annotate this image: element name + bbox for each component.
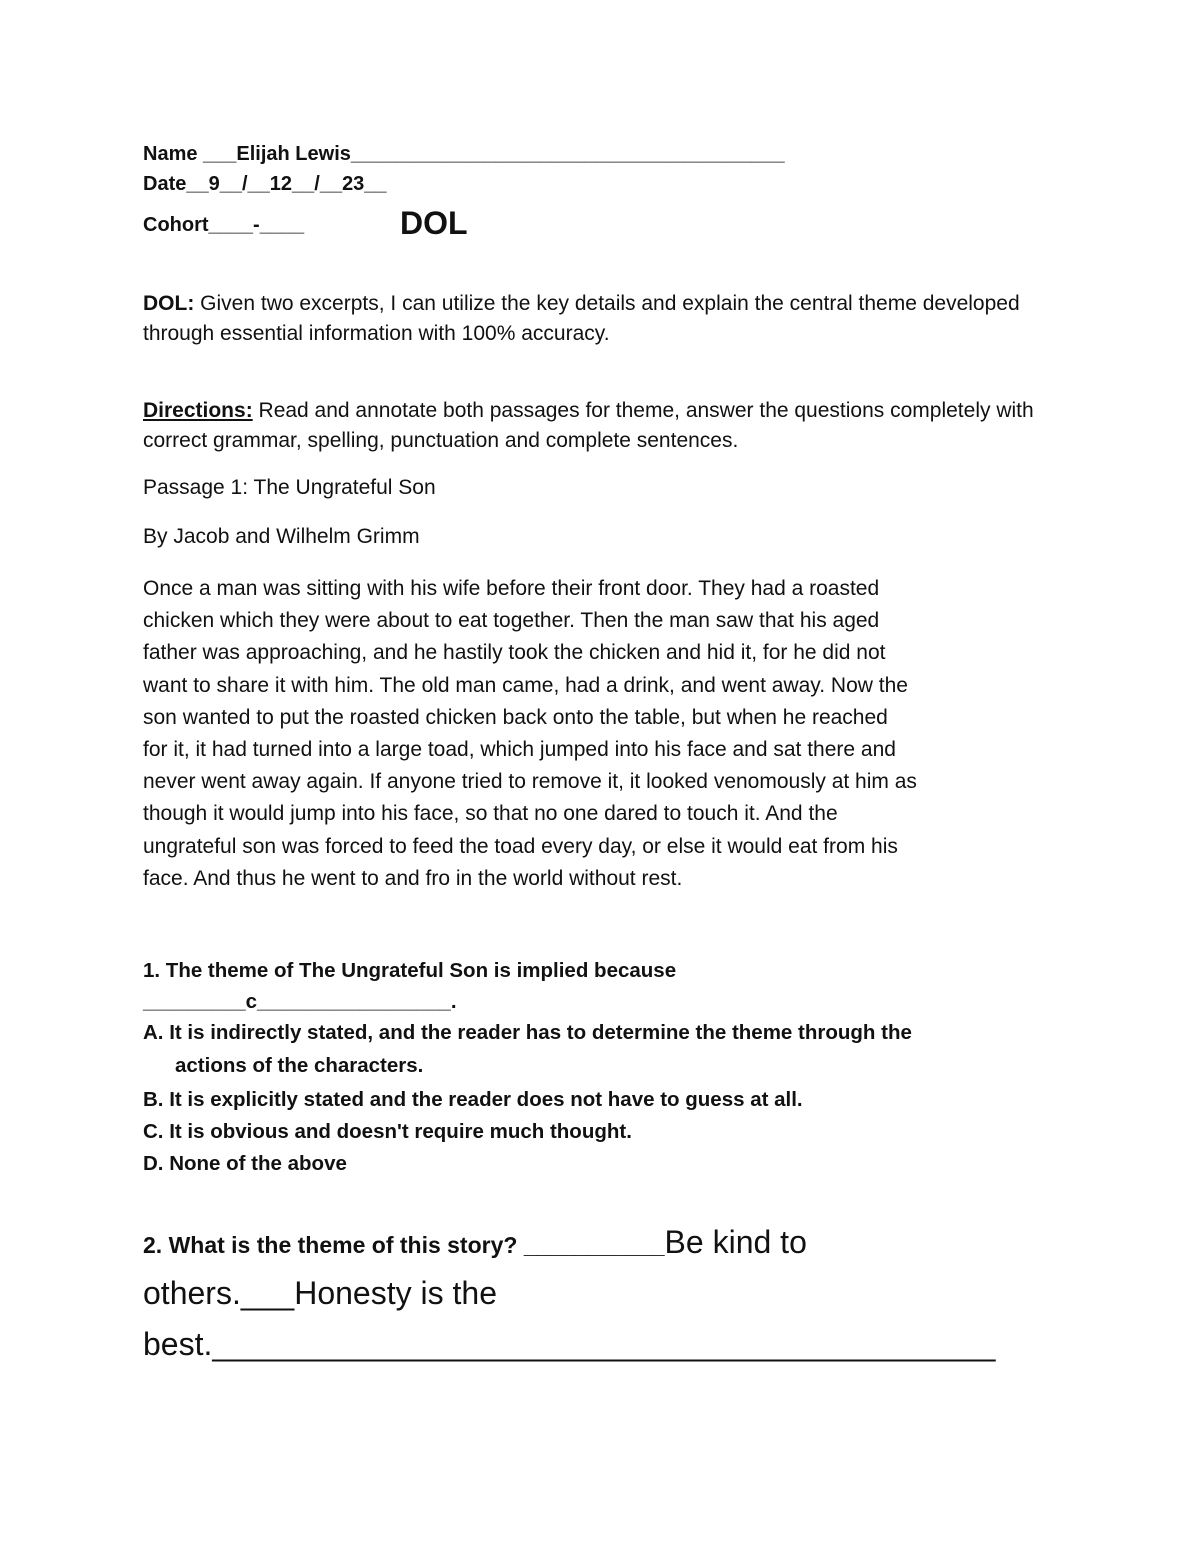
passage-line: ungrateful son was forced to feed the toad every day, or else it would eat from his (143, 834, 898, 858)
cohort-line: Cohort____-____ (143, 214, 305, 236)
directions (143, 396, 1073, 456)
name-line: Name ___Elijah Lewis_______________________________________ (143, 143, 785, 165)
question1-option-d: D. None of the above (143, 1152, 347, 1175)
passage-line: chicken which they were about to eat together. Then the man saw that his aged (143, 609, 880, 633)
question1-option-c: C. It is obvious and doesn't require much thought. (143, 1120, 632, 1143)
question2-prompt: 2. What is the theme of this story? ___________ (143, 1232, 665, 1258)
question1-option-a-cont: actions of the characters. (175, 1054, 424, 1077)
dol-label: DOL: (143, 292, 195, 315)
dol-text: Given two excerpts, I can utilize the key details and explain the central theme developed through essential information with 100% accuracy. (143, 292, 1020, 345)
passage-line: Once a man was sitting with his wife before their front door. They had a roasted (143, 577, 880, 600)
passage-line: face. And thus he went to and fro in the world without rest. (143, 866, 683, 890)
passage-line: never went away again. If anyone tried to remove it, it looked venomously at him as (143, 770, 917, 794)
passage-line: want to share it with him. The old man came, had a drink, and went away. Now the (143, 673, 908, 697)
question1-prompt: 1. The theme of The Ungrateful Son is implied because (143, 959, 677, 982)
date-line: Date__9__/__12__/__23__ (143, 173, 387, 195)
passage-line: son wanted to put the roasted chicken back onto the table, but when he reached (143, 705, 888, 729)
question2 (143, 1220, 1073, 1373)
dol-statement (143, 289, 1073, 349)
passage-line: though it would jump into his face, so that no one dared to touch it. And the (143, 802, 838, 826)
passage-author: By Jacob and Wilhelm Grimm (143, 525, 420, 548)
directions-text: Read and annotate both passages for theme, answer the questions completely with correct grammar, spelling, punctuation and complete sentences. (143, 399, 1034, 452)
question1-option-b: B. It is explicitly stated and the reader does not have to guess at all. (143, 1088, 803, 1111)
question1-option-a: A. It is indirectly stated, and the reader has to determine the theme through the (143, 1021, 912, 1044)
dol-heading: DOL (400, 205, 468, 241)
question1-answer: _________c_________________. (143, 990, 457, 1013)
passage-body (143, 573, 1083, 895)
passage-title: Passage 1: The Ungrateful Son (143, 476, 436, 499)
passage-line: for it, it had turned into a large toad, which jumped into his face and sat there and (143, 738, 896, 762)
question2-answer: Be kind to others.___Honesty is the best.____________________________________________ (143, 1224, 996, 1362)
directions-label: Directions: (143, 399, 253, 422)
passage-line: father was approaching, and he hastily took the chicken and hid it, for he did not (143, 641, 886, 665)
